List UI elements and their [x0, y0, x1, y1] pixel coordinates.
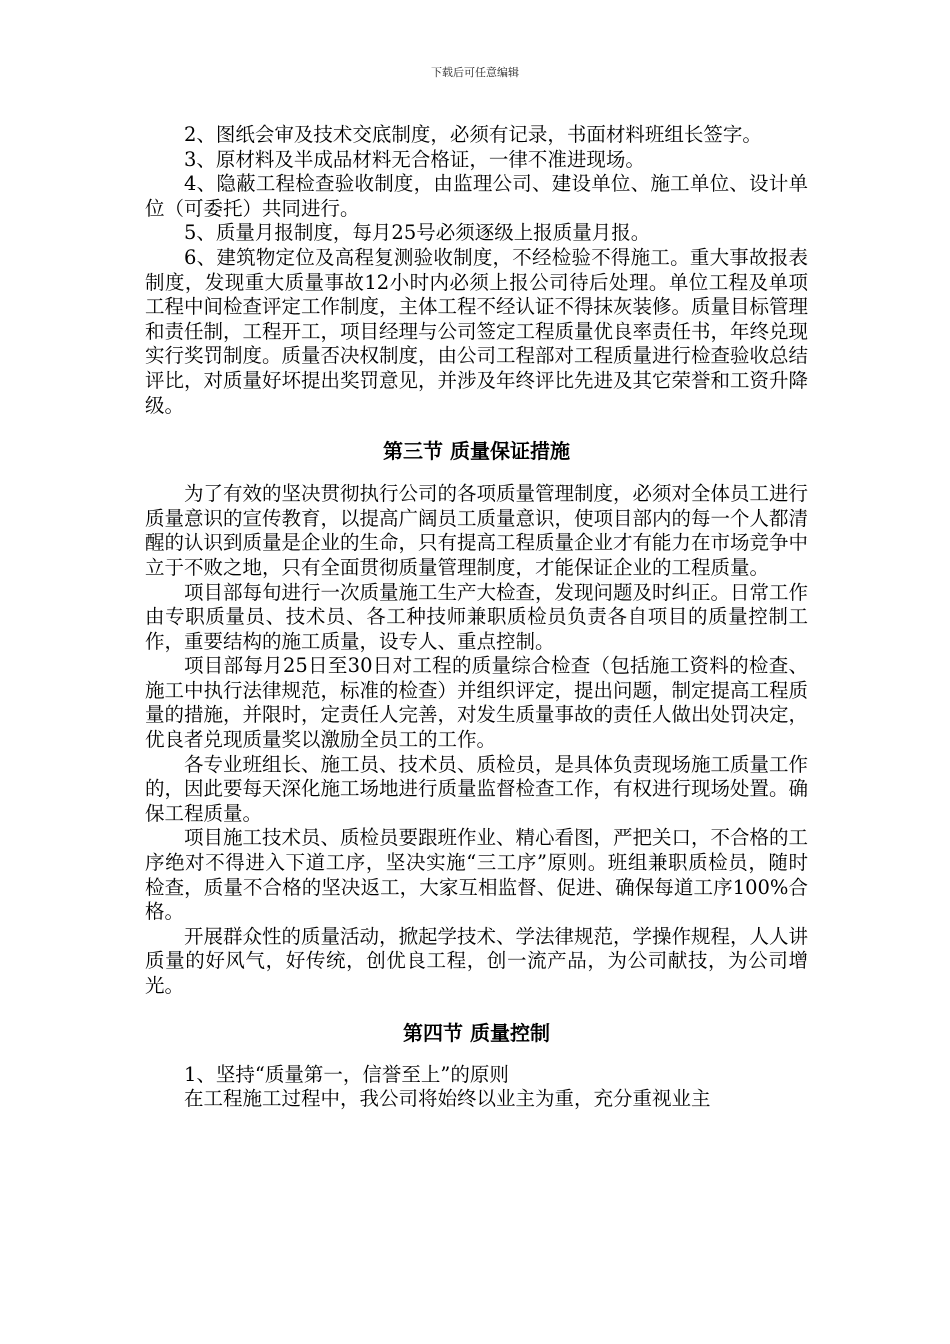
section-title-quality-control: 第四节 质量控制 — [403, 1020, 550, 1045]
paragraph-team-leaders: 各专业班组长、施工员、技术员、质检员，是具体负责现场施工质量工作的，因此要每天深化施工场地进行质量监督检查工作，有权进行现场处置。确保工程质量。 — [145, 752, 809, 825]
paragraph-positioning-and-accidents: 6、建筑物定位及高程复测验收制度，不经检验不得施工。重大事故报表制度，发现重大质量事故12小时内必须上报公司待后处理。单位工程及单项工程中间检查评定工作制度，主体工程不经认证不得抹灰装修。质量目标管理和责任制，工程开工，项目经理与公司签定工程质量优良率责任书，年终兑现实行奖罚制度。质量否决权制度，由公司工程部对工程质量进行检查验收总结评比，对质量好坏提出奖罚意见，并涉及年终评比先进及其它荣誉和工资升降级。 — [145, 245, 809, 417]
paragraph-monthly-inspection: 项目部每月25日至30日对工程的质量综合检查（包括施工资料的检查、施工中执行法律规范，标准的检查）并组织评定，提出问题，制定提高工程质量的措施，并限时，定责任人完善，对发生质量事故的责任人做出处罚决定，优良者兑现质量奖以激励全员工的工作。 — [145, 654, 809, 752]
paragraph-quality-first-principle: 1、坚持“质量第一，信誉至上”的原则 — [184, 1062, 509, 1086]
paragraph-construction-process: 在工程施工过程中，我公司将始终以业主为重，充分重视业主 — [184, 1087, 711, 1111]
paragraph-concealed-works: 4、隐蔽工程检查验收制度，由监理公司、建设单位、施工单位、设计单位（可委托）共同进行。 — [145, 172, 808, 220]
paragraph-monthly-report: 5、质量月报制度，每月25号必须逐级上报质量月报。 — [184, 221, 651, 245]
paragraph-ten-day-inspection: 项目部每旬进行一次质量施工生产大检查，发现问题及时纠正。日常工作由专职质量员、技术员、各工种技师兼职质检员负责各自项目的质量控制工作，重要结构的施工质量，设专人、重点控制。 — [145, 580, 809, 653]
paragraph-drawing-review: 2、图纸会审及技术交底制度，必须有记录，书面材料班组长签字。 — [184, 123, 762, 146]
page-header-note: 下载后可任意编辑 — [431, 66, 519, 79]
paragraph-technicians: 项目施工技术员、质检员要跟班作业、精心看图，严把关口，不合格的工序绝对不得进入下道工序，坚决实施“三工序”原则。班组兼职质检员，随时检查，质量不合格的坚决返工，大家互相监督、促进、确保每道工序100%合格。 — [145, 826, 809, 924]
section-title-quality-assurance: 第三节 质量保证措施 — [383, 439, 570, 464]
paragraph-materials: 3、原材料及半成品材料无合格证，一律不准进现场。 — [184, 147, 645, 171]
document-body — [145, 123, 808, 1112]
paragraph-quality-awareness: 为了有效的坚决贯彻执行公司的各项质量管理制度，必须对全体员工进行质量意识的宣传教育，以提高广阔员工质量意识，使项目部内的每一个人都清醒的认识到质量是企业的生命，只有提高工程质量企业才有能力在市场竞争中立于不败之地，只有全面贯彻质量管理制度，才能保证企业的工程质量。 — [145, 482, 809, 579]
paragraph-quality-activities: 开展群众性的质量活动，掀起学技术、学法律规范，学操作规程，人人讲质量的好风气，好传统，创优良工程，创一流产品，为公司献技，为公司增光。 — [145, 924, 809, 997]
